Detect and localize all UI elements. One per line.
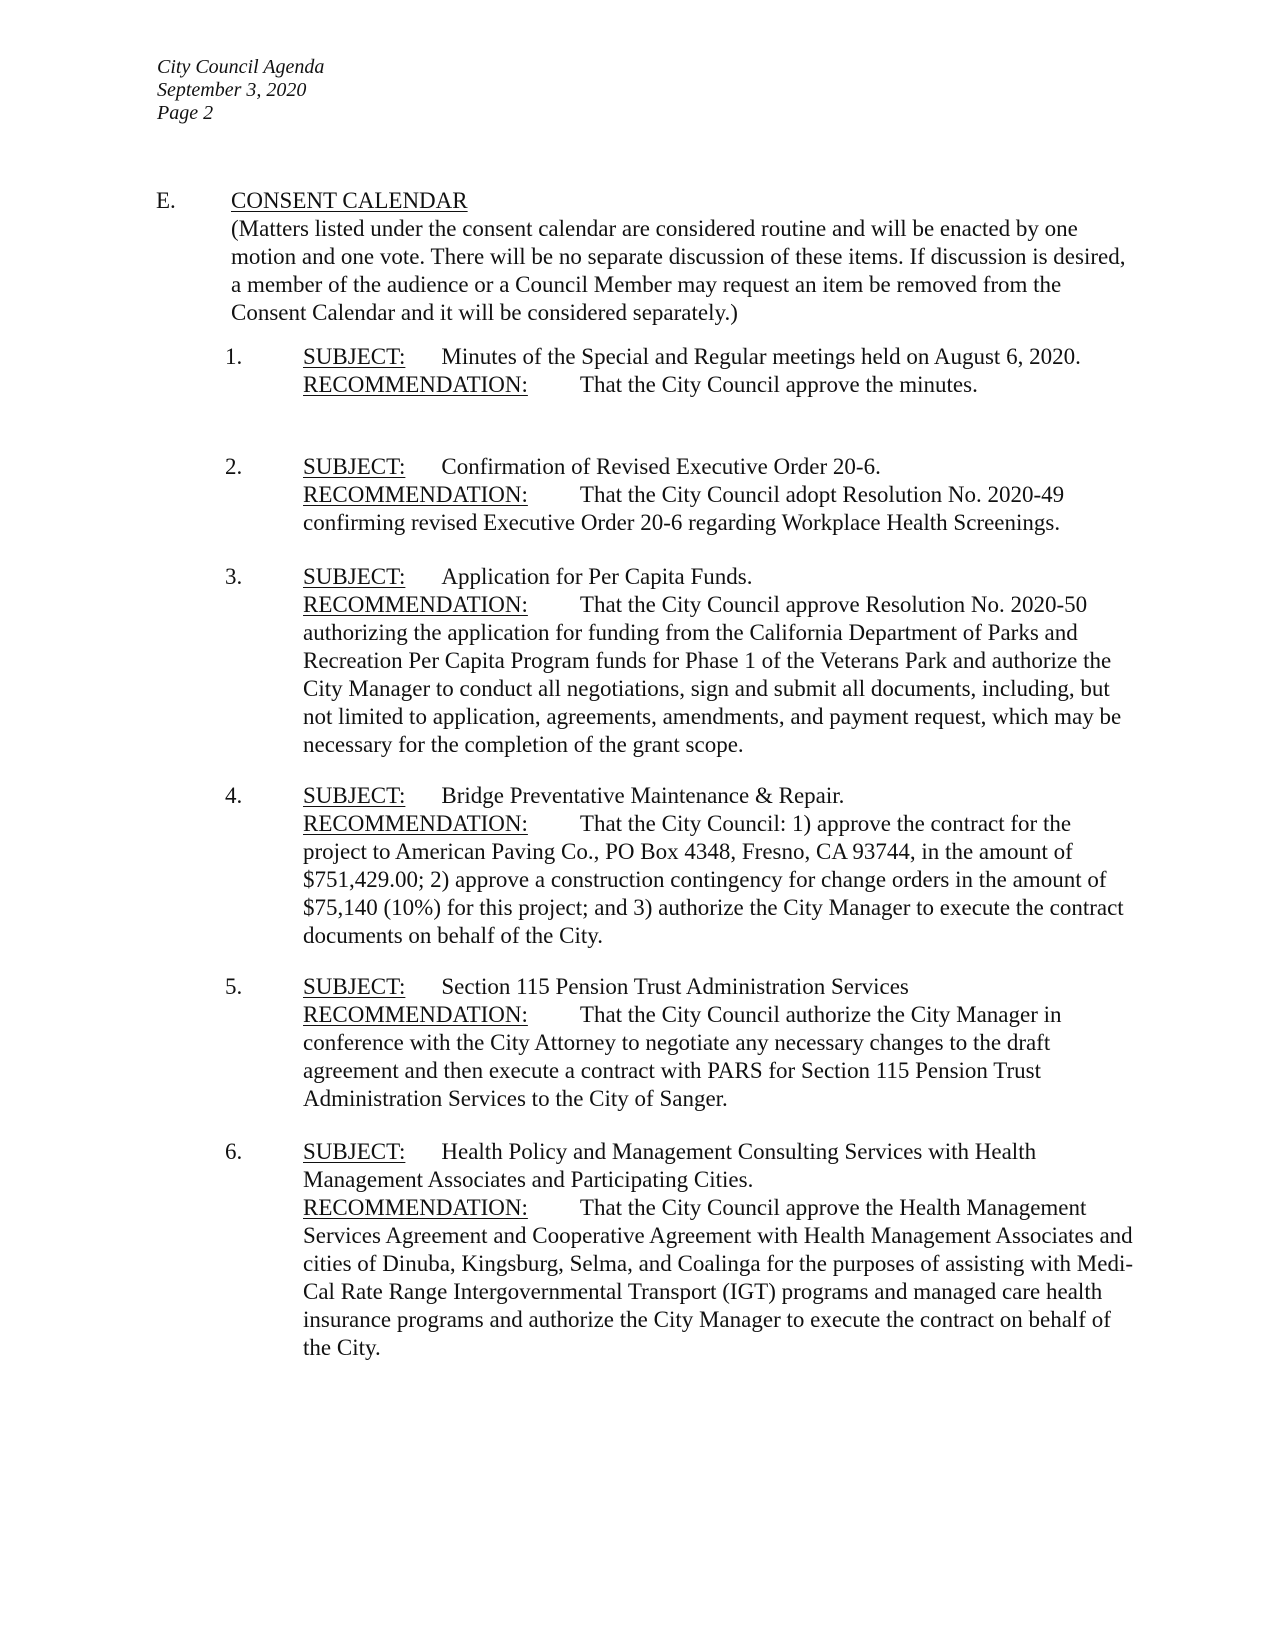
- item-recommendation: [303, 810, 1133, 950]
- recommendation-text: That the City Council approve Resolution No. 2020-50 authorizing the application for funding from the California Department of Parks and Recreation Per Capita Program funds for Phase 1 of the Veterans Park and authorize the City Manager to conduct all negotiations, sign and submit all documents, including, but not limited to application, agreements, amendments, and payment request, which may be necessary for the completion of the grant scope.: [303, 592, 1122, 757]
- subject-text: Application for Per Capita Funds.: [441, 564, 753, 589]
- subject-label: SUBJECT:: [303, 564, 406, 589]
- subject-text: Section 115 Pension Trust Administration Services: [441, 974, 909, 999]
- item-recommendation: [303, 1194, 1133, 1362]
- recommendation-text: That the City Council approve the minutes.: [579, 372, 978, 397]
- item-recommendation: [303, 591, 1133, 759]
- recommendation-label: RECOMMENDATION:: [303, 1195, 528, 1220]
- subject-label: SUBJECT:: [303, 1139, 406, 1164]
- item-number: 1.: [225, 344, 243, 369]
- item-content: [303, 973, 1133, 1113]
- page-header: [157, 56, 324, 125]
- item-recommendation: [303, 1001, 1133, 1113]
- item-subject: [303, 1138, 1133, 1194]
- recommendation-label: RECOMMENDATION:: [303, 482, 528, 507]
- item-subject: [303, 343, 1133, 371]
- recommendation-label: RECOMMENDATION:: [303, 592, 528, 617]
- recommendation-label: RECOMMENDATION:: [303, 1002, 528, 1027]
- item-number: 5.: [225, 974, 243, 999]
- item-number: 3.: [225, 564, 243, 589]
- subject-label: SUBJECT:: [303, 454, 406, 479]
- item-subject: [303, 973, 1133, 1001]
- item-subject: [303, 782, 1133, 810]
- section-letter: E.: [156, 188, 176, 213]
- subject-label: SUBJECT:: [303, 974, 406, 999]
- section-body: [231, 187, 1131, 327]
- item-recommendation: [303, 481, 1133, 537]
- recommendation-text: That the City Council adopt Resolution No. 2020-49 confirming revised Executive Order 20-6 regarding Workplace Health Screenings.: [303, 482, 1065, 535]
- item-number: 2.: [225, 454, 243, 479]
- recommendation-text: That the City Council: 1) approve the contract for the project to American Paving Co., PO Box 4348, Fresno, CA 93744, in the amount of $751,429.00; 2) approve a construction contingency for change orders in the amount of $75,140 (10%) for this project; and 3) authorize the City Manager to execute the contract documents on behalf of the City.: [303, 811, 1124, 948]
- section-intro: (Matters listed under the consent calendar are considered routine and will be enacted by one motion and one vote. There will be no separate discussion of these items. If discussion is desired, a member of the audience or a Council Member may request an item be removed from the Consent Calendar and it will be considered separately.): [231, 216, 1126, 325]
- section-title: CONSENT CALENDAR: [231, 188, 468, 213]
- item-content: [303, 343, 1133, 399]
- item-content: [303, 563, 1133, 759]
- item-subject: [303, 453, 1133, 481]
- subject-label: SUBJECT:: [303, 783, 406, 808]
- subject-text: Health Policy and Management Consulting Services with Health Management Associates and Participating Cities.: [303, 1139, 1037, 1192]
- header-agenda-title: City Council Agenda: [157, 56, 325, 78]
- recommendation-label: RECOMMENDATION:: [303, 372, 528, 397]
- recommendation-text: That the City Council authorize the City Manager in conference with the City Attorney to negotiate any necessary changes to the draft agreement and then execute a contract with PARS for Section 115 Pension Trust Administration Services to the City of Sanger.: [303, 1002, 1062, 1111]
- item-number: 6.: [225, 1139, 243, 1164]
- item-content: [303, 453, 1133, 537]
- recommendation-label: RECOMMENDATION:: [303, 811, 528, 836]
- item-subject: [303, 563, 1133, 591]
- item-number: 4.: [225, 783, 243, 808]
- item-recommendation: [303, 371, 1133, 399]
- header-date: September 3, 2020: [157, 79, 307, 101]
- item-content: [303, 1138, 1133, 1362]
- item-content: [303, 782, 1133, 950]
- header-page-number: Page 2: [157, 102, 214, 124]
- subject-text: Minutes of the Special and Regular meetings held on August 6, 2020.: [441, 344, 1081, 369]
- recommendation-text: That the City Council approve the Health Management Services Agreement and Cooperative Agreement with Health Management Associates and cities of Dinuba, Kingsburg, Selma, and Coalinga for the purposes of assisting with Medi-Cal Rate Range Intergovernmental Transport (IGT) programs and managed care health insurance programs and authorize the City Manager to execute the contract on behalf of the City.: [303, 1195, 1134, 1360]
- subject-text: Confirmation of Revised Executive Order 20-6.: [441, 454, 881, 479]
- subject-text: Bridge Preventative Maintenance & Repair.: [441, 783, 845, 808]
- subject-label: SUBJECT:: [303, 344, 406, 369]
